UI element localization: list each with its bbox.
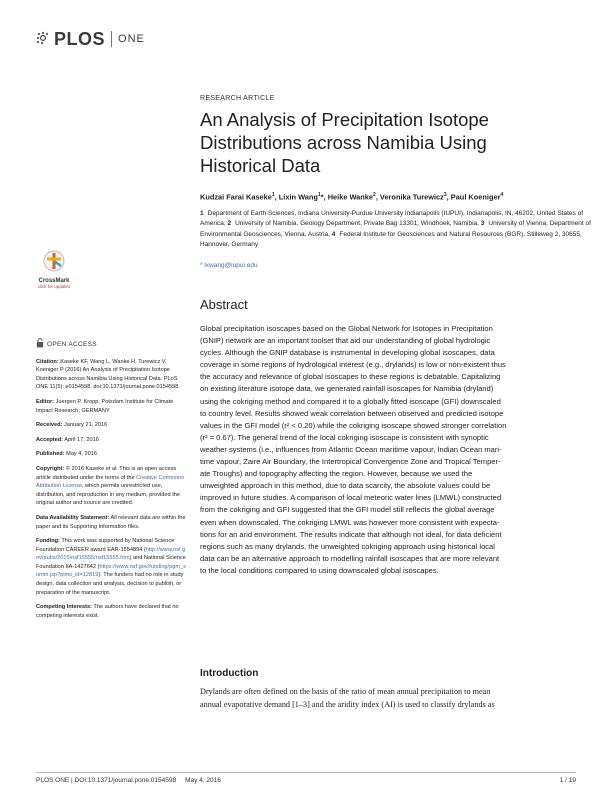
logo-plos-text: PLOS	[54, 28, 106, 49]
funding-text-3: ). The funders had no role in study design, data collection and analysis, decision to publish, or preparation of the manuscript.	[36, 572, 184, 596]
logo-journal-text: ONE	[118, 33, 145, 45]
affiliation-text: Federal Institute for Geosciences and Natural Resources (BGR), Stilleweg 2, 30655, Hannover, Germany	[200, 230, 582, 249]
logo-mark-icon	[36, 31, 52, 48]
abstract-line: from the cokriging and GFI suggested that the GFI model still reflects the global average	[200, 505, 495, 515]
affiliation-number: 4	[331, 230, 336, 238]
abstract-line: coverage in some regions of hydrological interest (e.g., drylands) is low or non-existent thus	[200, 360, 506, 370]
affiliation-number: 3	[480, 220, 485, 228]
funding-text-2: ) and National Science Foundation IIA-1427642 (	[36, 555, 186, 570]
author-name: Kudzai Farai Kaseke	[200, 192, 272, 202]
editor-block	[36, 398, 188, 415]
crossmark-label: CrossMark	[38, 278, 70, 284]
author-affiliation-marker: 4	[500, 192, 504, 198]
abstract-line: using the cokriging method and compared it to a globally fitted isoscape (GFI) downscaled	[200, 396, 501, 406]
citation-label: Citation:	[36, 358, 59, 365]
article-type: RESEARCH ARTICLE	[200, 95, 275, 102]
received-date: January 21, 2016	[64, 422, 108, 429]
abstract-line: regions such as many drylands, the unweighted cokriging approach using historical local	[200, 541, 495, 551]
received-block	[36, 421, 188, 430]
abstract-line: even when downscaled. The cokriging LMWL was however more consistent with expecta-	[200, 517, 500, 527]
copyright-label: Copyright:	[36, 465, 65, 472]
author-list: Kudzai Farai Kaseke$^1$, Lixin Wang$^1$*, Heike Wanke$^2$, Veronika Turewicz$^3$, Paul Koeniger$^4$	[200, 192, 504, 202]
crossmark-icon	[43, 259, 65, 276]
corresponding-email[interactable]	[200, 262, 258, 269]
editor-text: Juergen P. Kropp, Potsdam Institute for Climate Impact Research, GERMANY	[36, 398, 174, 414]
abstract-line: (r² = 0.67). The general trend of the local cokriging isoscape is consistent with synoptic	[200, 432, 489, 442]
published-label: Published:	[36, 451, 65, 458]
author-affiliation-marker: 3	[443, 192, 447, 198]
data-availability-block	[36, 514, 188, 531]
funding-link-2[interactable]: https://www.nsf.gov/funding/pgm_summ.jsp?pims_id=12819	[36, 563, 186, 579]
affiliation-text: University of Namibia, Geology Department, Private Bag 13301, Windhoek, Namibia,	[235, 220, 479, 228]
open-lock-icon	[36, 338, 44, 352]
received-label: Received:	[36, 422, 63, 429]
author-affiliation-marker: 2	[373, 192, 376, 198]
accepted-block	[36, 436, 188, 445]
abstract-line: values in the GFI model (r² < 0.20) while the cokriging isoscape showed stronger correlation	[200, 420, 507, 430]
abstract-line: on existing literature isotope data, we generated rainfall isoscapes for Namibia (dryland)	[200, 384, 494, 394]
author-affiliation-marker: 1	[317, 192, 321, 198]
funding-label: Funding:	[36, 538, 60, 545]
affiliation-text: Department of Earth Sciences, Indiana University-Purdue University Indianapolis (IUPUI), Indianapolis, IN, 46202, United States of America,	[200, 210, 584, 228]
license-link[interactable]: Creative Commons Attribution License	[36, 474, 185, 490]
author-name: Veronika Turewicz	[379, 192, 444, 202]
funding-text: This work was supported by National Science Foundation CAREER award EAR-1554894 (	[36, 538, 175, 553]
data-availability-text: All relevant data are within the paper and its Supporting Information files.	[36, 514, 186, 530]
author-name: Lixin Wang	[278, 192, 318, 202]
affiliations	[200, 209, 595, 251]
citation-block	[36, 358, 188, 392]
abstract-body	[200, 323, 590, 577]
funding-block	[36, 537, 188, 597]
competing-interests-text: The authors have declared that no competing interests exist.	[36, 604, 179, 619]
data-availability-label: Data Availability Statement:	[36, 514, 110, 521]
introduction-heading: Introduction	[200, 668, 259, 679]
copyright-text-tail: , which permits unrestricted use, distribution, and reproduction in any medium, provided the original author and source are credited.	[36, 483, 180, 507]
abstract-line: unweighted approach in this method, due to data scarcity, the absolute values could be	[200, 481, 491, 491]
abstract-line: tions for an arid environment. The results indicate that although not ideal, for data deficient	[200, 529, 502, 539]
abstract-line: ate Troughs) and topography affecting the region. However, because we used the	[200, 469, 473, 479]
crossmark-sub: click for updates	[37, 284, 71, 289]
copyright-text: © 2016 Kaseke et al. This is an open access article distributed under the terms of the	[36, 465, 177, 481]
crossmark-badge[interactable]	[36, 250, 72, 289]
abstract-heading: Abstract	[200, 297, 248, 312]
competing-interests-label: Competing Interests:	[36, 604, 92, 611]
introduction-body	[200, 685, 590, 711]
corresponding-author-marker: *	[320, 192, 324, 202]
author-name: Heike Wanke	[327, 192, 374, 202]
abstract-line: cycles. Although the GNIP database is instrumental in developing global isoscapes, data	[200, 348, 495, 358]
article-sidebar	[36, 338, 188, 626]
open-access-badge	[36, 338, 188, 352]
abstract-line: to country level. Results showed weak correlation between observed and predicted isotope	[200, 408, 504, 418]
logo-divider	[111, 31, 112, 47]
abstract-line: to the local conditions compared to using downscaled global isoscapes.	[200, 565, 439, 575]
abstract-line: the accuracy and relevance of global isoscapes to these regions is debatable. Capitalizing	[200, 372, 501, 382]
abstract-line: improved in future studies. A comparison of local meteoric water lines (LMWL) constructed	[200, 493, 502, 503]
page-number: 1 / 19	[559, 777, 576, 784]
citation-text: Kaseke KF, Wang L, Wanke H, Turewicz V, Koeniger P (2016) An Analysis of Precipitation Isotope Distributions across Namibia Using Historical Data. PLoS ONE 11(5): e0154598. doi:10.1371/journal.pone.0154598	[36, 358, 179, 391]
published-block	[36, 450, 188, 459]
introduction-line: annual evaporative demand [1–3] and the aridity index (AI) is used to classify drylands as	[200, 700, 495, 709]
abstract-line: weather systems (i.e., influences from Atlantic Ocean maritime vapour, Indian Ocean mari-	[200, 444, 502, 454]
affiliation-number: 1	[200, 210, 204, 217]
introduction-line: Drylands are often defined on the basis of the ratio of mean annual precipitation to mean	[200, 687, 491, 696]
article-title: An Analysis of Precipitation Isotope Distributions across Namibia Using Historical Data	[200, 109, 489, 176]
author-name: Paul Koeniger	[450, 192, 501, 202]
editor-label: Editor:	[36, 398, 55, 405]
accepted-label: Accepted:	[36, 436, 64, 443]
published-date: May 4, 2016	[66, 451, 97, 458]
corresponding-star: *	[200, 262, 203, 269]
author-affiliation-marker: 1	[271, 192, 275, 198]
abstract-line: data can be an alternative approach to modelling rainfall isoscapes that are more relevant	[200, 553, 500, 563]
footer-citation: PLOS ONE | DOI:10.1371/journal.pone.0154598 May 4, 2016	[36, 777, 221, 784]
footer-divider	[36, 772, 576, 773]
abstract-line: Global precipitation isoscapes based on the Global Network for Isotopes in Precipitation	[200, 324, 493, 333]
copyright-block	[36, 465, 188, 508]
competing-interests-block	[36, 603, 188, 620]
affiliation-text: University of Vienna, Department of Environmental Geosciences, Vienna, Austria,	[200, 220, 591, 238]
abstract-line: (GNIP) network are an important toolset that aid our understanding of global hydrologic	[200, 336, 491, 346]
funding-link-1[interactable]: http://www.nsf.gov/pubs/2015/nsf15555/nsf15555.htm	[36, 546, 186, 562]
open-access-label: OPEN ACCESS	[47, 340, 97, 348]
abstract-line: time vapour, Zaire Air Boundary, the Intertropical Convergence Zone and Tropical Temper-	[200, 457, 501, 467]
affiliation-number: 2	[227, 220, 232, 228]
email-link[interactable]: lxwang@iupui.edu	[204, 262, 258, 269]
journal-logo	[36, 28, 145, 50]
accepted-date: April 17, 2016	[64, 436, 99, 443]
